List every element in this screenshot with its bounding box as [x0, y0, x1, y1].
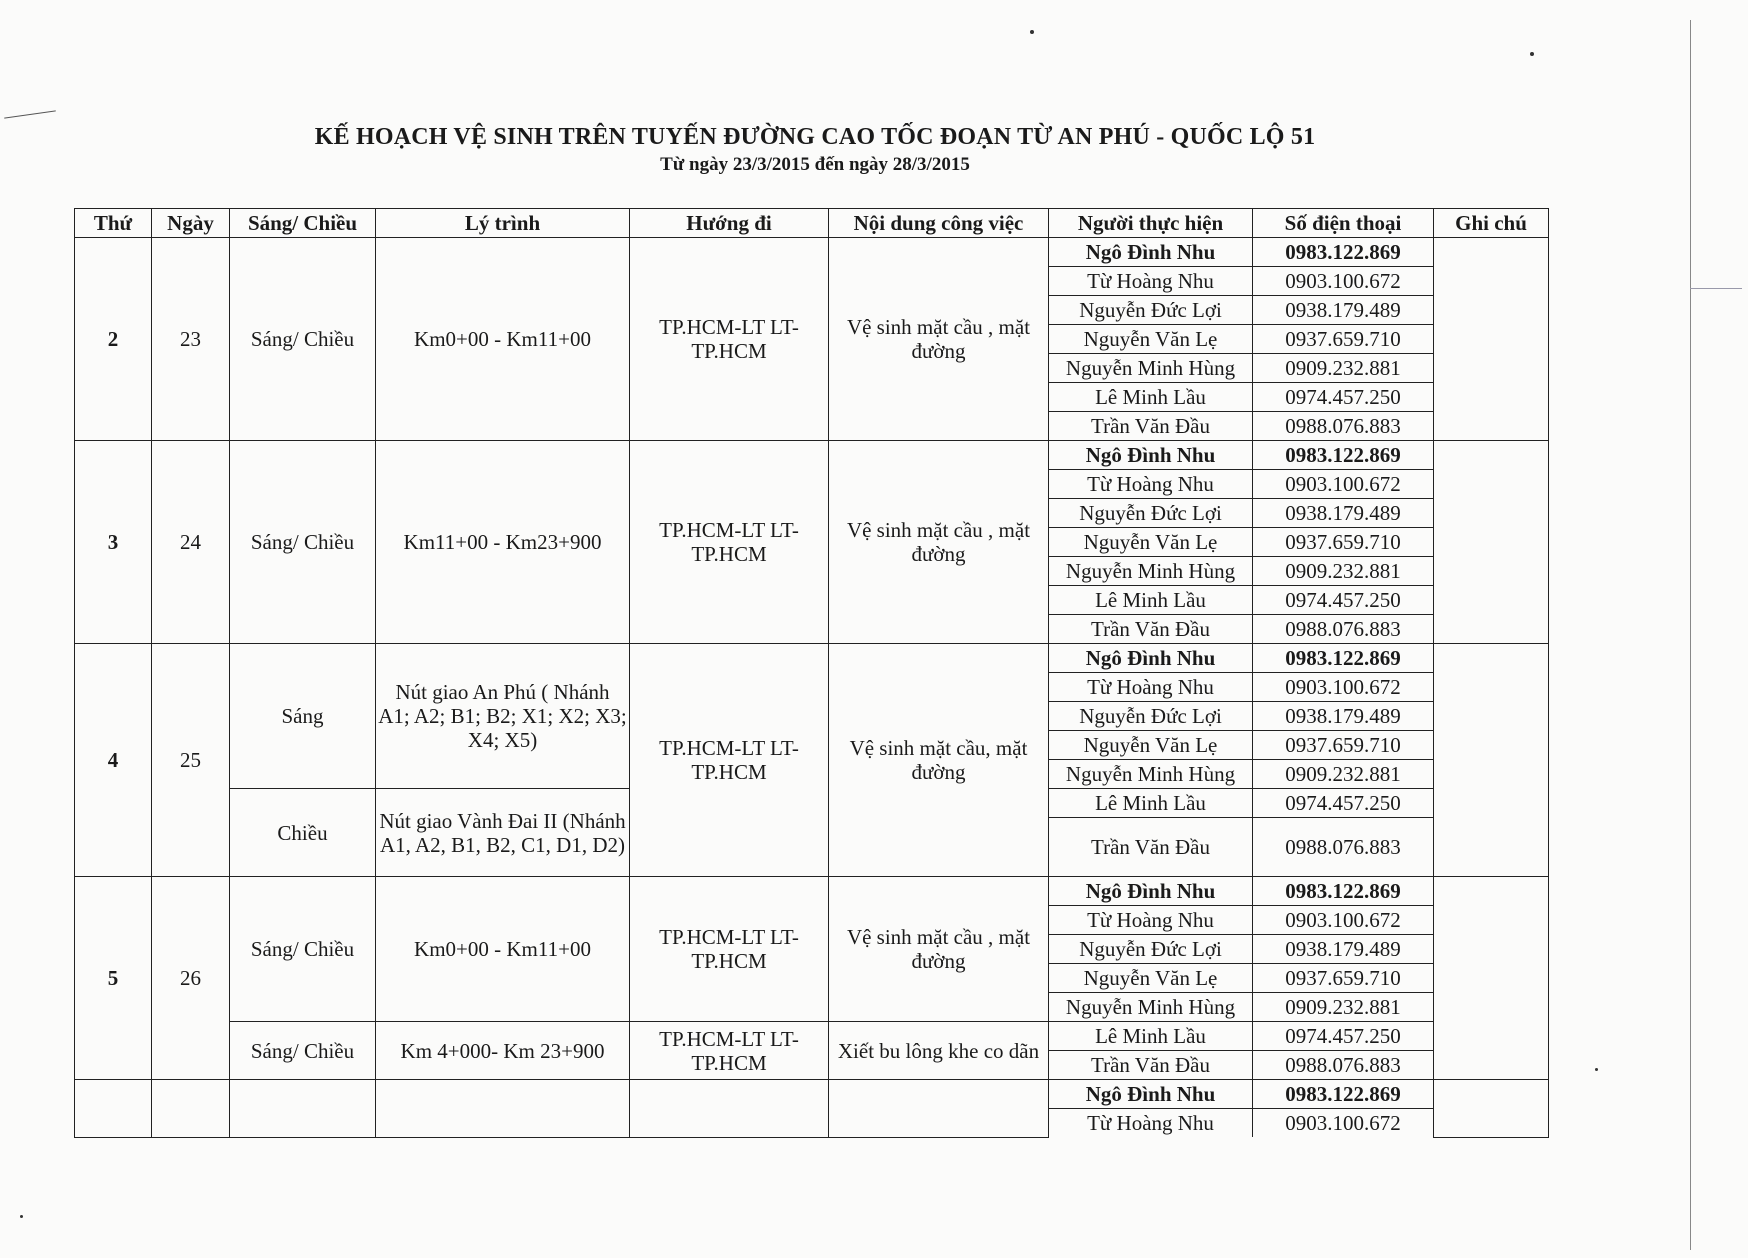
cell-person: Trần Văn Đầu [1049, 412, 1253, 441]
cell-noi-dung: Vệ sinh mặt cầu, mặt đường [829, 644, 1049, 877]
cell-person: Ngô Đình Nhu [1049, 1080, 1253, 1109]
cell-noi-dung: Vệ sinh mặt cầu , mặt đường [829, 877, 1049, 1022]
scan-speck [1030, 30, 1034, 34]
col-header-huong-di: Hướng đi [630, 209, 829, 238]
cell-huong-di: TP.HCM-LT LT-TP.HCM [630, 441, 829, 644]
cell-person: Nguyễn Đức Lợi [1049, 499, 1253, 528]
cell-phone: 0938.179.489 [1253, 296, 1434, 325]
cell-ghi-chu [1434, 238, 1549, 441]
cell-person: Nguyễn Minh Hùng [1049, 993, 1253, 1022]
cell-phone: 0983.122.869 [1253, 644, 1434, 673]
cell-person: Từ Hoàng Nhu [1049, 673, 1253, 702]
cell-phone: 0937.659.710 [1253, 325, 1434, 354]
cell-buoi: Sáng/ Chiều [230, 441, 376, 644]
table-row [75, 644, 1549, 673]
cell-ngay: 23 [152, 238, 230, 441]
col-header-so-dien-thoai: Số điện thoại [1253, 209, 1434, 238]
cell-person: Trần Văn Đầu [1049, 1051, 1253, 1080]
cell-phone: 0938.179.489 [1253, 935, 1434, 964]
cell-ly-trinh: Km0+00 - Km11+00 [376, 238, 630, 441]
cell-person: Nguyễn Văn Lẹ [1049, 964, 1253, 993]
cell-person: Từ Hoàng Nhu [1049, 906, 1253, 935]
cell-person: Nguyễn Văn Lẹ [1049, 528, 1253, 557]
col-header-ly-trinh: Lý trình [376, 209, 630, 238]
col-header-noi-dung: Nội dung công việc [829, 209, 1049, 238]
cell-noi-dung: Vệ sinh mặt cầu , mặt đường [829, 238, 1049, 441]
cell-phone: 0903.100.672 [1253, 673, 1434, 702]
cell-person: Từ Hoàng Nhu [1049, 1109, 1253, 1138]
cell-phone: 0903.100.672 [1253, 470, 1434, 499]
cell-person: Nguyễn Đức Lợi [1049, 702, 1253, 731]
cell-buoi: Sáng/ Chiều [230, 238, 376, 441]
cell-ly-trinh: Km 4+000- Km 23+900 [376, 1022, 630, 1080]
document-title: KẾ HOẠCH VỆ SINH TRÊN TUYẾN ĐƯỜNG CAO TỐC ĐOẠN TỪ AN PHÚ - QUỐC LỘ 51 [314, 124, 1316, 150]
cell-person: Nguyễn Đức Lợi [1049, 935, 1253, 964]
cell-phone: 0909.232.881 [1253, 760, 1434, 789]
cell-thu: 4 [75, 644, 152, 877]
cell-thu: 5 [75, 877, 152, 1080]
cell-phone: 0983.122.869 [1253, 441, 1434, 470]
scan-mark [4, 110, 56, 118]
cell-ly-trinh: Nút giao Vành Đai II (Nhánh A1, A2, B1, B2, C1, D1, D2) [376, 789, 630, 877]
cell-person: Trần Văn Đầu [1049, 615, 1253, 644]
table-row [75, 441, 1549, 470]
cell-person: Ngô Đình Nhu [1049, 238, 1253, 267]
cell-ngay: 26 [152, 877, 230, 1080]
cell-phone: 0988.076.883 [1253, 615, 1434, 644]
cell-phone: 0937.659.710 [1253, 964, 1434, 993]
cell-phone: 0974.457.250 [1253, 586, 1434, 615]
cell-person: Ngô Đình Nhu [1049, 877, 1253, 906]
cell-huong-di: TP.HCM-LT LT-TP.HCM [630, 1022, 829, 1080]
cell-ghi-chu [1434, 644, 1549, 877]
cell-phone: 0938.179.489 [1253, 499, 1434, 528]
cell-ngay: 25 [152, 644, 230, 877]
col-header-ghi-chu: Ghi chú [1434, 209, 1549, 238]
cell-thu: 3 [75, 441, 152, 644]
table-header-row [75, 209, 1549, 238]
cell-phone: 0909.232.881 [1253, 354, 1434, 383]
cell-phone: 0974.457.250 [1253, 789, 1434, 818]
cell-phone: 0974.457.250 [1253, 1022, 1434, 1051]
cell-noi-dung [829, 1080, 1049, 1138]
scan-speck [1595, 1068, 1598, 1071]
cell-buoi [230, 1080, 376, 1138]
scan-speck [1530, 52, 1534, 56]
scan-speck [20, 1215, 23, 1218]
cell-person: Ngô Đình Nhu [1049, 644, 1253, 673]
cell-noi-dung: Xiết bu lông khe co dãn [829, 1022, 1049, 1080]
cell-huong-di: TP.HCM-LT LT-TP.HCM [630, 644, 829, 877]
cell-ly-trinh: Km11+00 - Km23+900 [376, 441, 630, 644]
cell-phone: 0937.659.710 [1253, 731, 1434, 760]
cell-thu: 2 [75, 238, 152, 441]
cell-person: Nguyễn Đức Lợi [1049, 296, 1253, 325]
table-row [75, 238, 1549, 267]
cell-ly-trinh: Nút giao An Phú ( Nhánh A1; A2; B1; B2; X1; X2; X3; X4; X5) [376, 644, 630, 789]
cell-huong-di: TP.HCM-LT LT-TP.HCM [630, 238, 829, 441]
table-row [75, 1080, 1549, 1109]
cell-huong-di [630, 1080, 829, 1138]
col-header-nguoi-thuc-hien: Người thực hiện [1049, 209, 1253, 238]
cell-phone: 0903.100.672 [1253, 267, 1434, 296]
table-row [75, 877, 1549, 906]
cell-buoi: Sáng/ Chiều [230, 877, 376, 1022]
table-row [75, 1022, 1549, 1051]
col-header-ngay: Ngày [152, 209, 230, 238]
cell-person: Nguyễn Văn Lẹ [1049, 731, 1253, 760]
cell-huong-di: TP.HCM-LT LT-TP.HCM [630, 877, 829, 1022]
cell-ngay: 24 [152, 441, 230, 644]
cell-phone: 0983.122.869 [1253, 238, 1434, 267]
cleaning-schedule-table [74, 208, 1549, 1138]
cell-phone: 0909.232.881 [1253, 557, 1434, 586]
cell-phone: 0988.076.883 [1253, 412, 1434, 441]
cell-phone: 0983.122.869 [1253, 1080, 1434, 1109]
cell-ghi-chu [1434, 441, 1549, 644]
cell-person: Lê Minh Lầu [1049, 1022, 1253, 1051]
cell-buoi: Sáng [230, 644, 376, 789]
cell-person: Nguyễn Minh Hùng [1049, 354, 1253, 383]
cell-person: Ngô Đình Nhu [1049, 441, 1253, 470]
cell-phone: 0938.179.489 [1253, 702, 1434, 731]
cell-thu [75, 1080, 152, 1138]
cell-phone: 0909.232.881 [1253, 993, 1434, 1022]
cell-ghi-chu [1434, 877, 1549, 1080]
cell-buoi: Chiều [230, 789, 376, 877]
scan-mark [1690, 288, 1742, 289]
cell-person: Lê Minh Lầu [1049, 586, 1253, 615]
cell-ly-trinh: Km0+00 - Km11+00 [376, 877, 630, 1022]
cell-phone: 0983.122.869 [1253, 877, 1434, 906]
cell-ghi-chu [1434, 1080, 1549, 1138]
cell-phone: 0974.457.250 [1253, 383, 1434, 412]
page-edge-line [1690, 20, 1691, 1250]
cell-phone: 0988.076.883 [1253, 1051, 1434, 1080]
col-header-thu: Thứ [75, 209, 152, 238]
cell-person: Lê Minh Lầu [1049, 789, 1253, 818]
cell-person: Từ Hoàng Nhu [1049, 267, 1253, 296]
cell-phone: 0903.100.672 [1253, 1109, 1434, 1138]
cell-phone: 0937.659.710 [1253, 528, 1434, 557]
cell-phone: 0988.076.883 [1253, 818, 1434, 877]
cell-person: Trần Văn Đầu [1049, 818, 1253, 877]
document-subtitle: Từ ngày 23/3/2015 đến ngày 28/3/2015 [660, 154, 970, 175]
cell-person: Nguyễn Văn Lẹ [1049, 325, 1253, 354]
cell-person: Lê Minh Lầu [1049, 383, 1253, 412]
cell-noi-dung: Vệ sinh mặt cầu , mặt đường [829, 441, 1049, 644]
col-header-buoi: Sáng/ Chiều [230, 209, 376, 238]
cell-buoi: Sáng/ Chiều [230, 1022, 376, 1080]
cell-person: Nguyễn Minh Hùng [1049, 557, 1253, 586]
cell-ly-trinh [376, 1080, 630, 1138]
cell-ngay [152, 1080, 230, 1138]
cell-phone: 0903.100.672 [1253, 906, 1434, 935]
cell-person: Từ Hoàng Nhu [1049, 470, 1253, 499]
cell-person: Nguyễn Minh Hùng [1049, 760, 1253, 789]
